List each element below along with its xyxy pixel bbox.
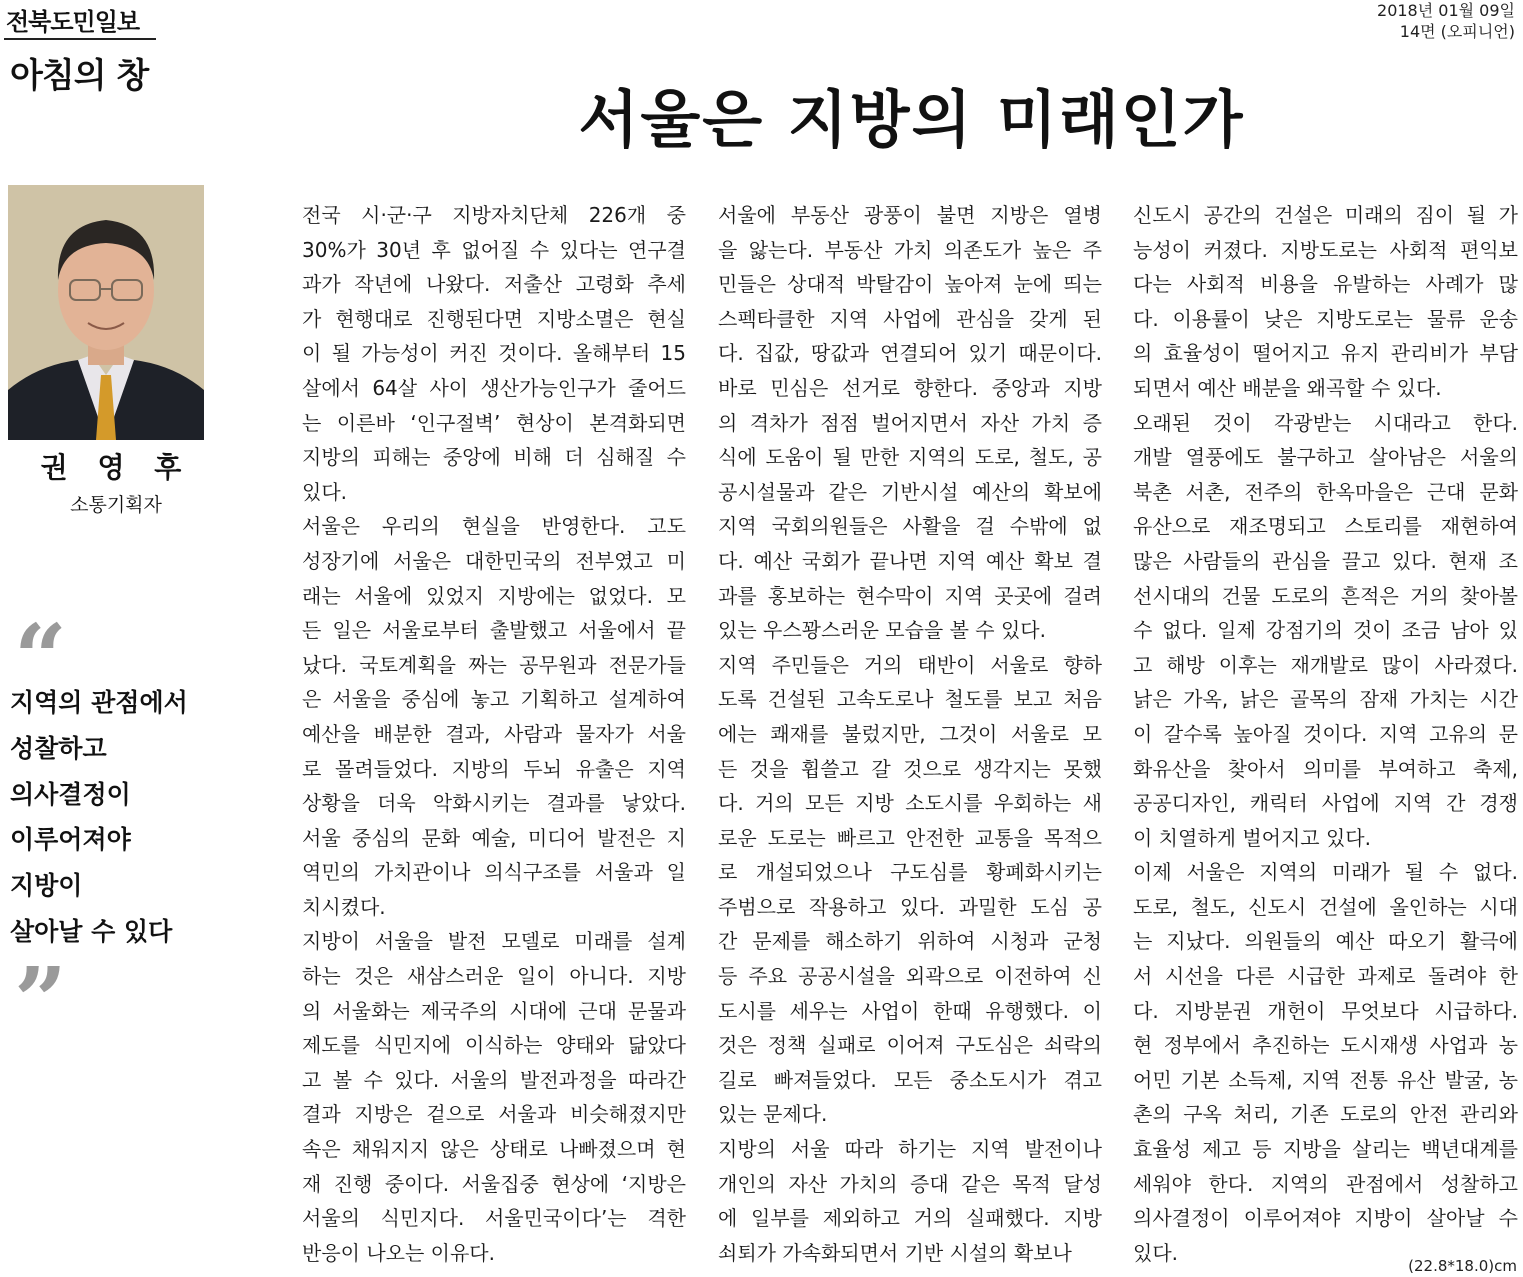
pull-quote-line: 지역의 관점에서	[10, 688, 188, 717]
article-line: 되면서 예산 배분을 왜곡할 수 있다.	[1133, 375, 1442, 400]
article-line: 북촌 서촌, 전주의 한옥마을은 근대 문화	[1133, 479, 1518, 504]
article-line: 역민의 가치관이나 의식구조를 서울과 일	[302, 860, 686, 885]
article-line: 있다.	[1133, 1240, 1178, 1265]
article-line: 촌의 구옥 처리, 기존 도로의 안전 관리와	[1133, 1102, 1518, 1127]
article-line: 속은 채워지지 않은 상태로 나빠졌으며 현	[302, 1137, 686, 1162]
article-line: 다. 지방분권 개헌이 무엇보다 시급하다.	[1133, 998, 1518, 1023]
masthead-divider	[4, 38, 156, 40]
article-line: 에는 쾌재를 불렀지만, 그것이 서울로 모	[718, 721, 1102, 746]
author-name: 권 영 후	[40, 451, 192, 484]
article-headline: 서울은 지방의 미래인가	[578, 83, 1245, 156]
article-line: 가 현행대로 진행된다면 지방소멸은 현실	[302, 306, 686, 331]
article-line: 능성이 커졌다. 지방도로는 사회적 편익보	[1133, 237, 1518, 262]
article-line: 지방의 서울 따라 하기는 지역 발전이나	[718, 1137, 1102, 1162]
article-line: 등 주요 공공시설을 외곽으로 이전하여 신	[718, 964, 1102, 989]
article-line: 수 없다. 일제 강점기의 것이 조금 남아 있	[1133, 618, 1518, 643]
article-line: 공공디자인, 캐릭터 사업에 지역 간 경쟁	[1133, 791, 1518, 816]
article-line: 고 볼 수 있다. 서울의 발전과정을 따라간	[302, 1067, 686, 1092]
article-line: 이 될 가능성이 커진 것이다. 올해부터 15	[302, 341, 686, 366]
article-line: 지역 주민들은 거의 태반이 서울로 향하	[718, 652, 1102, 677]
article-line: 의 서울화는 제국주의 시대에 근대 문물과	[302, 998, 686, 1023]
article-line: 30%가 30년 후 없어질 수 있다는 연구결	[302, 237, 686, 262]
article-line: 든 일은 서울로부터 출발했고 서울에서 끝	[302, 618, 686, 643]
open-quote-mark: “	[14, 604, 67, 712]
article-line: 도로, 철도, 신도시 건설에 올인하는 시대	[1133, 894, 1518, 919]
page-section: 14면 (오피니언)	[1399, 22, 1515, 41]
article-line: 고 해방 이후는 재개발로 많이 사라졌다.	[1133, 652, 1518, 677]
article-line: 살에서 64살 사이 생산가능인구가 줄어드	[302, 375, 686, 400]
article-line: 쇠퇴가 가속화되면서 기반 시설의 확보나	[718, 1240, 1072, 1265]
article-line: 재 진행 중이다. 서울집중 현상에 ‘지방은	[302, 1171, 686, 1196]
close-quote-mark: ”	[14, 947, 67, 1055]
article-line: 선시대의 건물 도로의 흔적은 거의 찾아볼	[1133, 583, 1518, 608]
article-line: 로 몰려들었다. 지방의 두뇌 유출은 지역	[302, 756, 686, 781]
article-line: 다는 사회적 비용을 유발하는 사례가 많	[1133, 272, 1518, 297]
publication-meta	[1377, 0, 1515, 42]
article-line: 바로 민심은 선거로 향한다. 중앙과 지방	[718, 375, 1102, 400]
article-column-2	[718, 198, 1102, 1270]
article-line: 서울에 부동산 광풍이 불면 지방은 열병	[718, 203, 1102, 227]
author-role: 소통기획자	[70, 494, 162, 516]
section-title: 아침의 창	[10, 56, 149, 96]
pull-quote-line: 성찰하고	[10, 733, 107, 763]
article-line: 개인의 자산 가치의 증대 같은 목적 달성	[718, 1171, 1102, 1196]
article-line: 도시를 세우는 사업이 한때 유행했다. 이	[718, 998, 1102, 1023]
article-line: 다. 거의 모든 지방 소도시를 우회하는 새	[718, 791, 1102, 816]
article-line: 있다.	[302, 479, 347, 504]
article-line: 서 시선을 다른 시급한 과제로 돌려야 한	[1133, 964, 1518, 989]
article-line: 공시설물과 같은 기반시설 예산의 확보에	[718, 479, 1102, 504]
article-line: 결과 지방은 겉으로 서울과 비슷해졌지만	[302, 1102, 686, 1127]
pull-quote-line: 지방이	[10, 871, 83, 901]
article-line: 신도시 공간의 건설은 미래의 짐이 될 가	[1133, 203, 1518, 227]
article-line: 화유산을 찾아서 의미를 부여하고 축제,	[1133, 756, 1518, 781]
article-line: 과를 홍보하는 현수막이 지역 곳곳에 걸려	[718, 583, 1102, 608]
article-line: 는 이른바 ‘인구절벽’ 현상이 본격화되면	[302, 410, 686, 435]
article-line: 상황을 더욱 악화시키는 결과를 낳았다.	[302, 791, 686, 816]
article-line: 전국 시·군·구 지방자치단체 226개 중	[302, 203, 686, 227]
article-line: 다. 집값, 땅값과 연결되어 있기 때문이다.	[718, 341, 1102, 366]
article-line: 지역 국회의원들은 사활을 걸 수밖에 없	[718, 514, 1102, 539]
article-line: 식에 도움이 될 만한 지역의 도로, 철도, 공	[718, 445, 1102, 470]
article-line: 오래된 것이 각광받는 시대라고 한다.	[1133, 410, 1518, 435]
article-line: 로 개설되었으나 구도심를 황폐화시키는	[718, 860, 1102, 885]
article-line: 주범으로 작용하고 있다. 과밀한 도심 공	[718, 894, 1102, 919]
article-line: 것은 정책 실패로 이어져 구도심은 쇠락의	[718, 1033, 1102, 1058]
article-line: 간 문제를 해소하기 위하여 시청과 군청	[718, 929, 1102, 954]
article-line: 이 치열하게 벌어지고 있다.	[1133, 825, 1371, 850]
article-line: 든 것을 휩쓸고 갈 것으로 생각지는 못했	[718, 756, 1102, 781]
article-line: 도록 건설된 고속도로나 철도를 보고 처음	[718, 687, 1102, 712]
article-line: 다. 이용률이 낮은 지방도로는 물류 운송	[1133, 306, 1518, 331]
article-line: 은 서울을 중심에 놓고 기획하고 설계하여	[302, 687, 686, 712]
article-column-1	[302, 198, 686, 1270]
article-line: 예산을 배분한 결과, 사람과 물자가 서울	[302, 721, 686, 746]
article-line: 효율성 제고 등 지방을 살리는 백년대계를	[1133, 1137, 1518, 1162]
article-line: 서울의 식민지다. 서울민국이다’는 격한	[302, 1206, 686, 1231]
article-line: 스펙타클한 지역 사업에 관심을 갖게 된	[718, 306, 1102, 331]
article-line: 낡은 가옥, 낡은 골목의 잠재 가치는 시간	[1133, 687, 1518, 712]
article-line: 의 격차가 점점 벌어지면서 자산 가치 증	[718, 410, 1102, 435]
article-line: 로운 도로는 빠르고 안전한 교통을 목적으	[718, 825, 1102, 850]
newspaper-logo: 전북도민일보	[6, 8, 140, 36]
article-line: 민들은 상대적 박탈감이 높아져 눈에 띄는	[718, 272, 1102, 297]
article-line: 이제 서울은 지역의 미래가 될 수 없다.	[1133, 860, 1518, 885]
article-line: 났다. 국토계획을 짜는 공무원과 전문가들	[302, 652, 686, 677]
article-line: 세워야 한다. 지역의 관점에서 성찰하고	[1133, 1171, 1518, 1196]
article-line: 래는 서울에 있었지 지방에는 없었다. 모	[302, 583, 686, 608]
article-line: 하는 것은 새삼스러운 일이 아니다. 지방	[302, 964, 686, 989]
article-line: 서울은 우리의 현실을 반영한다. 고도	[302, 514, 686, 539]
article-line: 에 일부를 제외하고 거의 실패했다. 지방	[718, 1206, 1102, 1231]
article-size-note: (22.8*18.0)cm	[1408, 1257, 1517, 1275]
article-line: 어민 기본 소득제, 지역 전통 유산 발굴, 농	[1133, 1067, 1518, 1092]
article-line: 많은 사람들의 관심을 끌고 있다. 현재 조	[1133, 548, 1518, 573]
author-photo	[8, 185, 204, 440]
article-line: 성장기에 서울은 대한민국의 전부였고 미	[302, 548, 686, 573]
article-line: 을 앓는다. 부동산 가치 의존도가 높은 주	[718, 237, 1102, 262]
article-column-3	[1133, 198, 1518, 1270]
article-line: 길로 빠져들었다. 모든 중소도시가 겪고	[718, 1067, 1102, 1092]
article-line: 현 정부에서 추진하는 도시재생 사업과 농	[1133, 1033, 1518, 1058]
article-line: 있는 우스꽝스러운 모습을 볼 수 있다.	[718, 618, 1046, 643]
publication-date: 2018년 01월 09일	[1377, 1, 1515, 20]
article-line: 지방이 서울을 발전 모델로 미래를 설계	[302, 929, 686, 954]
article-line: 과가 작년에 나왔다. 저출산 고령화 추세	[302, 272, 686, 297]
pull-quote	[10, 680, 260, 955]
article-line: 다. 예산 국회가 끝나면 지역 예산 확보 결	[718, 548, 1102, 573]
article-line: 지방의 피해는 중앙에 비해 더 심해질 수	[302, 445, 686, 470]
article-line: 이 갈수록 높아질 것이다. 지역 고유의 문	[1133, 721, 1518, 746]
article-line: 개발 열풍에도 불구하고 살아남은 서울의	[1133, 445, 1518, 470]
article-line: 반응이 나오는 이유다.	[302, 1240, 495, 1265]
article-line: 있는 문제다.	[718, 1102, 828, 1127]
article-line: 의사결정이 이루어져야 지방이 살아날 수	[1133, 1206, 1518, 1231]
article-line: 의 효율성이 떨어지고 유지 관리비가 부담	[1133, 341, 1518, 366]
article-line: 치시켰다.	[302, 894, 386, 919]
article-line: 유산으로 재조명되고 스토리를 재현하여	[1133, 514, 1518, 539]
article-line: 는 지났다. 의원들의 예산 따오기 활극에	[1133, 929, 1518, 954]
article-line: 서울 중심의 문화 예술, 미디어 발전은 지	[302, 825, 686, 850]
article-line: 제도를 식민지에 이식하는 양태와 닮았다	[302, 1033, 686, 1058]
pull-quote-line: 이루어져야	[10, 825, 131, 855]
pull-quote-line: 의사결정이	[10, 779, 131, 809]
pull-quote-line: 살아날 수 있다	[10, 916, 173, 946]
